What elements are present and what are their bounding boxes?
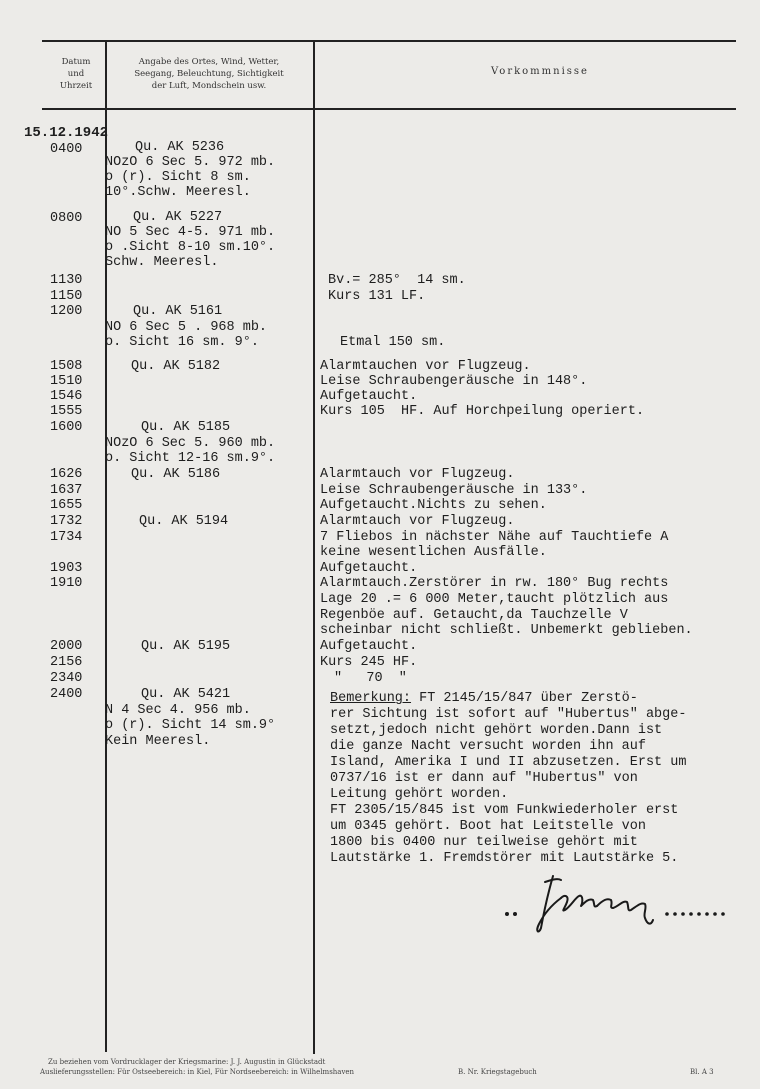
position-line: NOzO 6 Sec 5. 972 mb.	[105, 155, 276, 170]
event-line: Kurs 131 LF.	[328, 289, 426, 304]
event-line: Lage 20 .= 6 000 Meter,taucht plötzlich aus	[320, 592, 669, 607]
position-line: Qu. AK 5161	[133, 304, 223, 319]
header-location-line: Angabe des Ortes, Wind, Wetter,	[138, 57, 280, 67]
remark-line: FT 2305/15/845 ist vom Funkwiederholer erst	[330, 803, 679, 818]
time-entry: 1200	[50, 304, 83, 319]
time-entry: 1130	[50, 273, 83, 288]
time-entry: 1637	[50, 483, 83, 498]
entry-date: 15.12.1942	[24, 125, 109, 141]
event-line: Bv.= 285° 14 sm.	[328, 273, 466, 288]
remark-line: 1800 bis 0400 nur teilweise gehört mit	[330, 835, 638, 850]
header-date-line: und	[67, 69, 85, 79]
remark-line: setzt,jedoch nicht gehört worden.Dann ist	[330, 723, 663, 738]
position-line: o (r). Sicht 14 sm.9°	[105, 718, 276, 733]
time-entry: 1510	[50, 374, 83, 389]
remark-line: Island, Amerika I und II abzusetzen. Erst um	[330, 755, 687, 770]
position-line: o .Sicht 8-10 sm.10°.	[105, 240, 276, 255]
time-entry: 1655	[50, 498, 83, 513]
position-line: o. Sicht 12-16 sm.9°.	[105, 451, 276, 466]
position-line: Qu. AK 5421	[141, 687, 231, 702]
event-line: scheinbar nicht schließt. Unbemerkt geblieben.	[320, 623, 693, 638]
footer-page-number: Bl. A 3	[690, 1068, 714, 1076]
event-line: Aufgetaucht.Nichts zu sehen.	[320, 498, 547, 513]
position-line: o. Sicht 16 sm. 9°.	[105, 335, 259, 350]
position-line: Qu. AK 5227	[133, 210, 223, 225]
time-entry: 1555	[50, 404, 83, 419]
event-line: Alarmtauch.Zerstörer in rw. 180° Bug rechts	[320, 576, 669, 591]
header-date-time	[50, 56, 102, 92]
remark-line: Lautstärke 1. Fremdstörer mit Lautstärke 5.	[330, 851, 679, 866]
time-entry: 2000	[50, 639, 83, 654]
event-line: Regenböe auf. Getaucht,da Tauchzelle V	[320, 608, 628, 623]
position-line: 10°.Schw. Meeresl.	[105, 185, 251, 200]
time-entry: 1150	[50, 289, 83, 304]
time-entry: 1626	[50, 467, 83, 482]
remark-line: Leitung gehört worden.	[330, 787, 509, 802]
time-entry: 1910	[50, 576, 83, 591]
time-entry: 1508	[50, 359, 83, 374]
time-entry: 1903	[50, 561, 83, 576]
event-line: Leise Schraubengeräusche in 148°.	[320, 374, 588, 389]
position-line: Qu. AK 5195	[141, 639, 231, 654]
position-line: Qu. AK 5194	[139, 514, 229, 529]
time-entry: 0800	[50, 211, 83, 226]
remark-line: rer Sichtung ist sofort auf "Hubertus" abge-	[330, 707, 687, 722]
position-line: Qu. AK 5236	[135, 140, 225, 155]
event-line: Aufgetaucht.	[320, 389, 418, 404]
position-line: Kein Meeresl.	[105, 734, 211, 749]
position-line: o (r). Sicht 8 sm.	[105, 170, 251, 185]
event-line: " 70 "	[334, 671, 407, 686]
remark-first-text: FT 2145/15/847 über Zerstö-	[411, 691, 638, 706]
event-line: Aufgetaucht.	[320, 561, 418, 576]
event-line: Kurs 105 HF. Auf Horchpeilung operiert.	[320, 404, 645, 419]
time-entry: 1732	[50, 514, 83, 529]
time-entry: 1734	[50, 530, 83, 545]
position-line: Qu. AK 5185	[141, 420, 231, 435]
position-line: Qu. AK 5182	[131, 359, 221, 374]
event-line: keine wesentlichen Ausfälle.	[320, 545, 547, 560]
time-entry: 0400	[50, 142, 83, 157]
header-date-line: Datum	[61, 57, 91, 67]
position-line: N 4 Sec 4. 956 mb.	[105, 703, 251, 718]
event-line: 7 Fliebos in nächster Nähe auf Tauchtiefe A	[320, 530, 669, 545]
time-entry: 1600	[50, 420, 83, 435]
event-line: Alarmtauchen vor Flugzeug.	[320, 359, 531, 374]
header-location-line: der Luft, Mondschein usw.	[151, 81, 267, 91]
header-location-weather	[108, 56, 310, 92]
event-line: Leise Schraubengeräusche in 133°.	[320, 483, 588, 498]
event-line: Aufgetaucht.	[320, 639, 418, 654]
header-date-line: Uhrzeit	[59, 81, 93, 91]
event-line: Alarmtauch vor Flugzeug.	[320, 467, 515, 482]
column-divider-2	[313, 42, 315, 1054]
time-entry: 2400	[50, 687, 83, 702]
position-line: Qu. AK 5186	[131, 467, 221, 482]
remark-line: 0737/16 ist er dann auf "Hubertus" von	[330, 771, 638, 786]
footer-form-number: B. Nr. Kriegstagebuch	[458, 1068, 537, 1076]
time-entry: 2340	[50, 671, 83, 686]
remark-line: die ganze Nacht versucht worden ihn auf	[330, 739, 646, 754]
event-line: Alarmtauch vor Flugzeug.	[320, 514, 515, 529]
remark-line: um 0345 gehört. Boot hat Leitstelle von	[330, 819, 646, 834]
position-line: NO 5 Sec 4-5. 971 mb.	[105, 225, 276, 240]
time-entry: 2156	[50, 655, 83, 670]
position-line: NO 6 Sec 5 . 968 mb.	[105, 320, 268, 335]
top-rule	[42, 40, 736, 42]
footer-distribution: Auslieferungsstellen: Für Ostseebereich: in Kiel, Für Nordseebereich: in Wilhelmshaven	[40, 1068, 355, 1076]
header-bottom-rule	[42, 108, 736, 110]
handwritten-signature	[495, 868, 740, 938]
footer-publisher: Zu beziehen vom Vordrucklager der Kriegsmarine: J. J. Augustin in Glückstadt	[48, 1058, 326, 1066]
remark-first-line	[330, 691, 638, 706]
header-events: Vorkommnisse	[491, 66, 589, 77]
event-line: Kurs 245 HF.	[320, 655, 418, 670]
position-line: NOzO 6 Sec 5. 960 mb.	[105, 436, 276, 451]
header-location-line: Seegang, Beleuchtung, Sichtigkeit	[134, 69, 284, 79]
position-line: Schw. Meeresl.	[105, 255, 219, 270]
remark-label: Bemerkung:	[330, 691, 412, 706]
time-entry: 1546	[50, 389, 83, 404]
event-line: Etmal 150 sm.	[340, 335, 446, 350]
